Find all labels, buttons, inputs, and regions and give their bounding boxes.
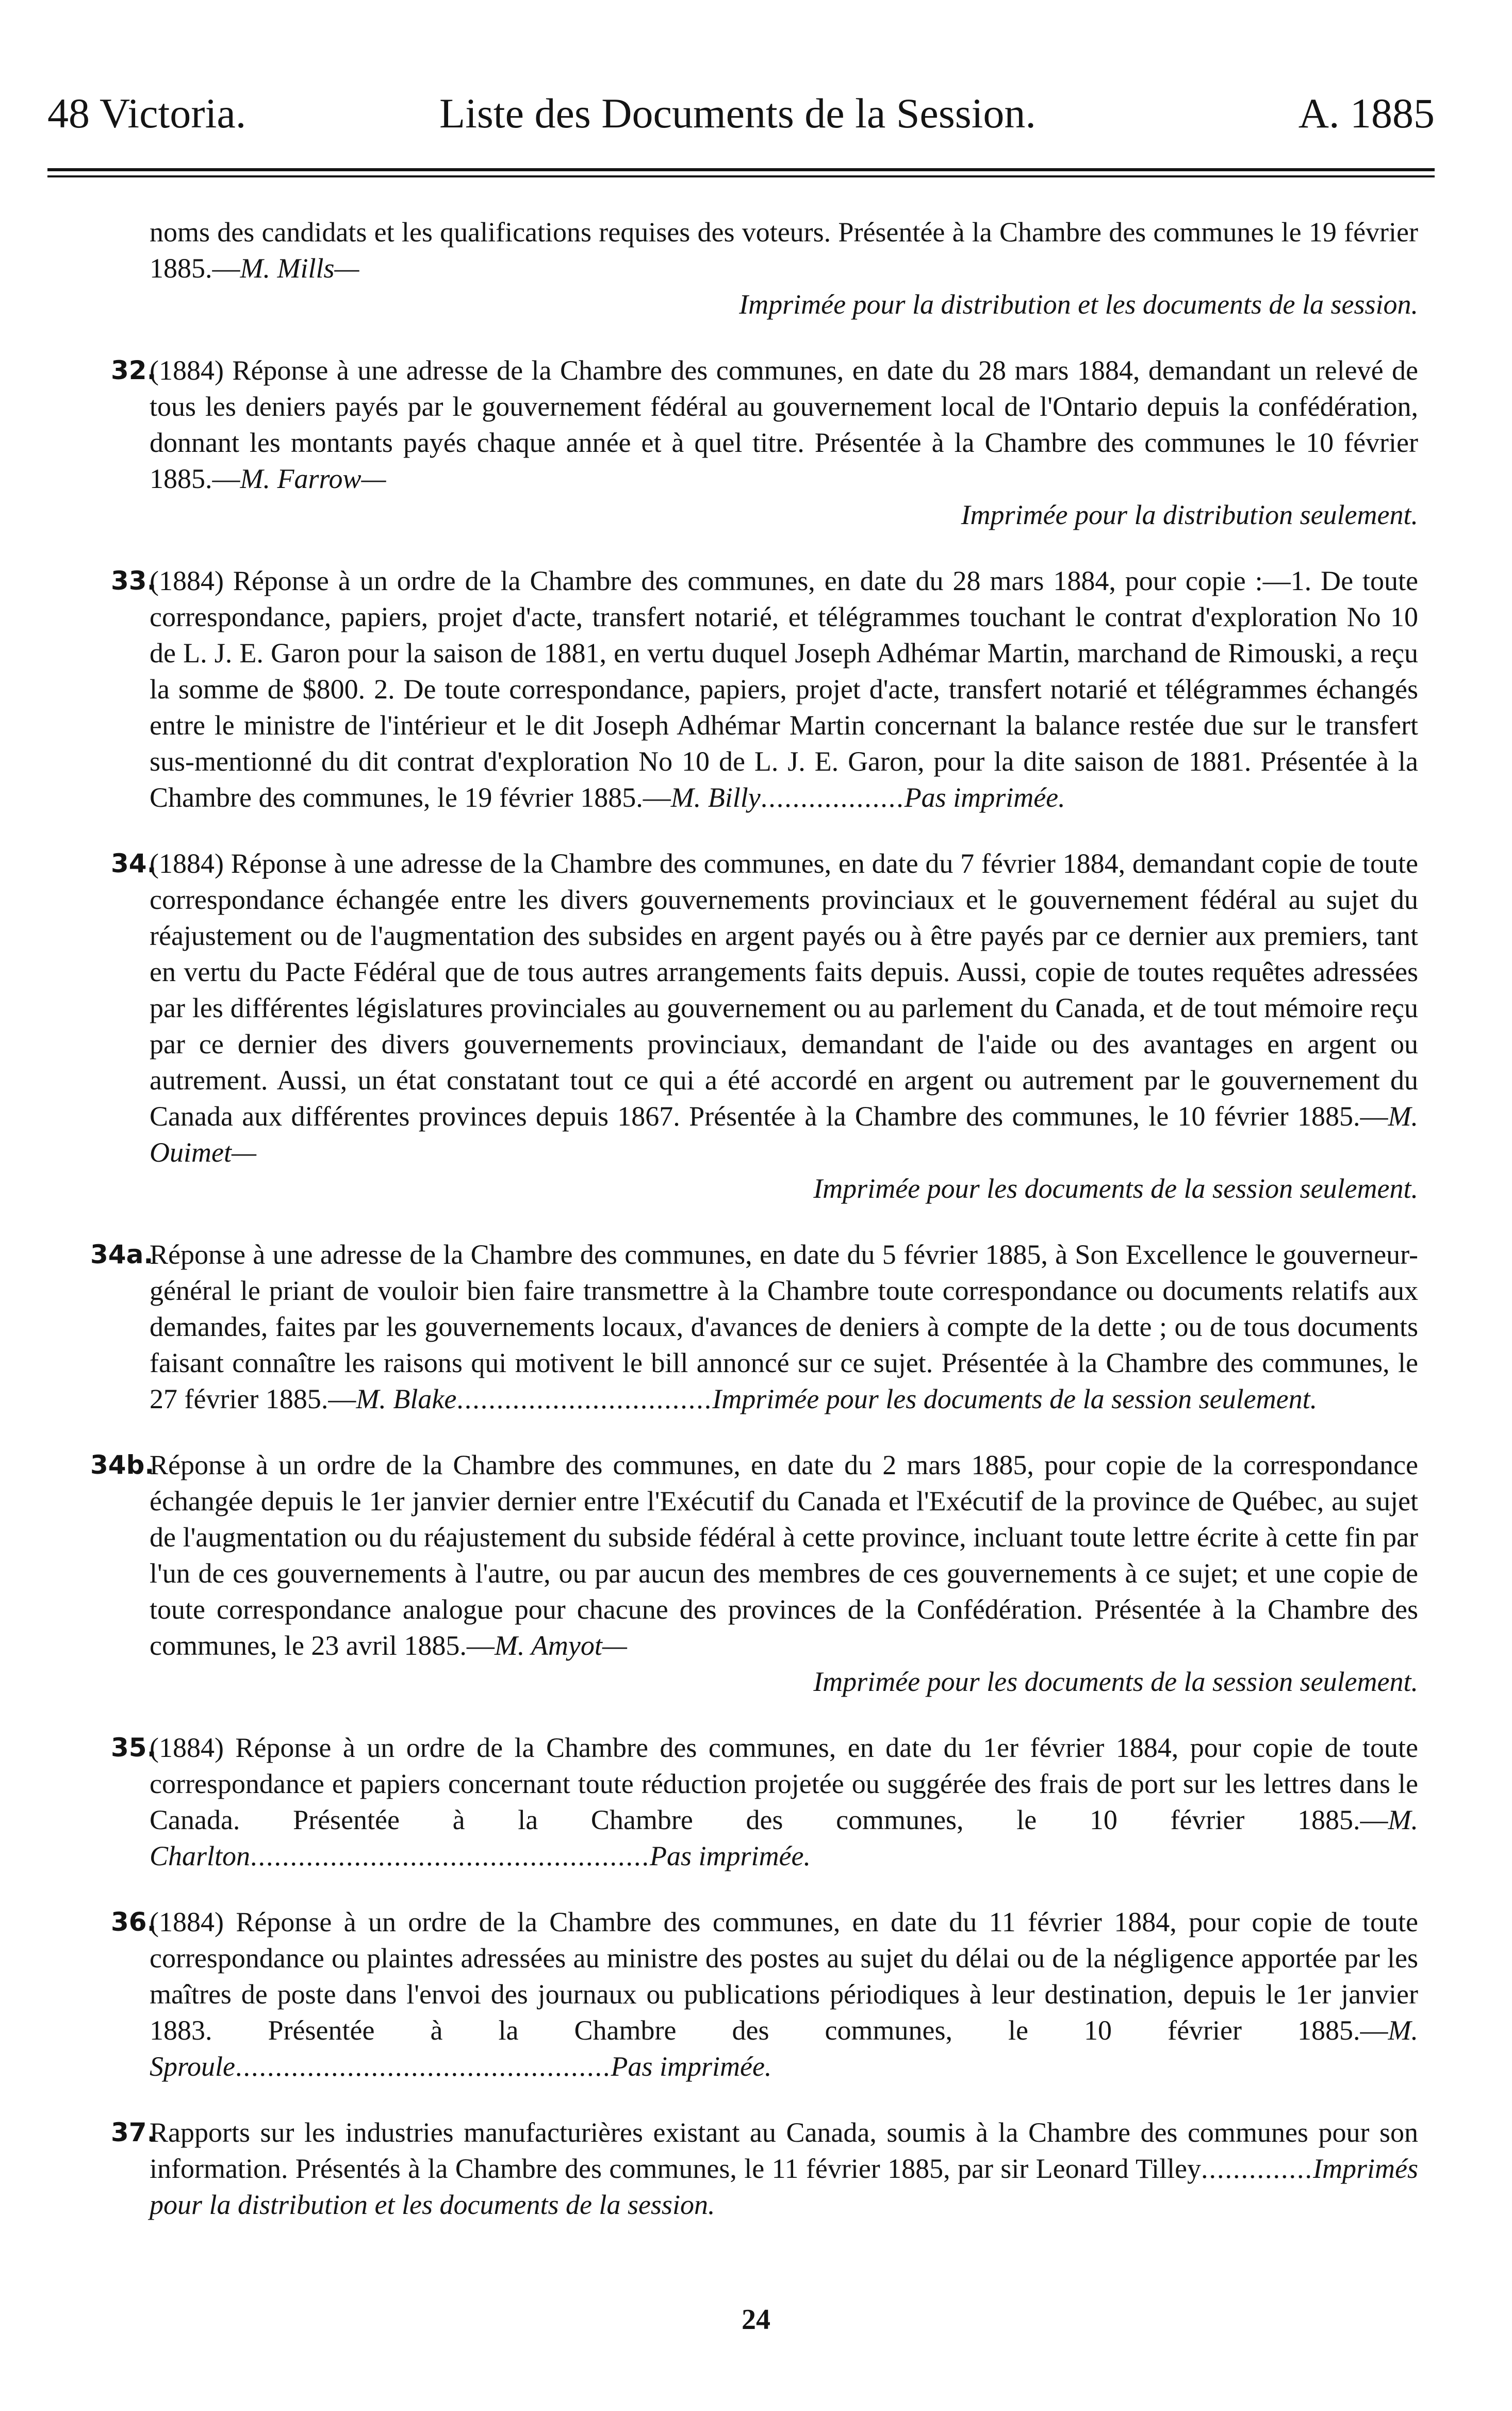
list-item [111,845,1418,1207]
header-rule-thin [47,175,1435,177]
entry-number: 32. [111,355,157,385]
entry-text: (1884) Réponse à un ordre de la Chambre des communes, en date du 28 mars 1884, pour copie :—1. De toute correspondance, papiers, projet d'acte, transfert notarié, et télégrammes touchant le contrat d'exploration No 10 de L. J. E. Garon pour la saison de 1881, en vertu duquel Joseph Adhémar Martin, marchand de Rimouski, a reçu la somme de $800. 2. De toute correspondance, papiers, projet d'acte, transfert notarié et télégrammes échangés entre le ministre de l'intérieur et le dit Joseph Adhémar Martin concernant la balance restée due sur le transfert sus-mentionné du dit contrat d'exploration No 10 de L. J. E. Garon, pour la dite saison de 1881. Présentée à la Chambre des communes, le 19 février 1885.— [150,565,1418,813]
header-session-year: A. 1885 [1298,90,1435,137]
entry-number: 36. [111,1907,157,1937]
entry-number: 37. [111,2117,157,2147]
entry-text: (1884) Réponse à un ordre de la Chambre des communes, en date du 11 février 1884, pour copie de toute correspondance ou plaintes adressées au ministre des postes au sujet du délai ou de la négligence apportée par les maîtres de poste dans l'envoi des journaux ou publications périodiques à leur destination, depuis le 1er janvier 1883. Présentée à la Chambre des communes, le 10 février 1885.— [150,1907,1418,2046]
leader-dots: ............................................... [235,2051,611,2082]
entry-number: 34b. [90,1450,155,1480]
leader-dots: .................................................. [250,1840,650,1871]
entry-text: noms des candidats et les qualifications requises des voteurs. Présentée à la Chambre des communes le 19 février 1885.— [150,217,1418,284]
entry-status: Imprimée pour la distribution et les documents de la session. [739,289,1418,320]
page-header [47,85,1435,142]
list-item [111,1730,1418,1874]
entry-member: M. Farrow— [240,463,386,494]
entry-number: 34. [111,849,157,878]
entry-status: Pas imprimée. [611,2051,772,2082]
leader-dots: .............. [1201,2153,1313,2184]
header-rule-thick [47,168,1435,171]
entry-number: 33. [111,566,157,596]
entry-status: Imprimée pour les documents de la session seulement. [813,1666,1418,1697]
list-item [90,1236,1418,1417]
entry-member: M. Charlton [150,1804,1418,1871]
entry-number: 34a. [90,1240,154,1269]
entry-number: 35. [111,1733,157,1763]
entry-member: M. Ouimet— [150,1101,1418,1168]
entry-status: Pas imprimée. [904,782,1065,813]
entry-member: M. Sproule [150,2015,1418,2082]
entry-status: Imprimée pour les documents de la session seulement. [712,1383,1318,1414]
entry-member: M. Amyot— [494,1630,627,1661]
leader-dots: ................................ [456,1383,713,1414]
entry-member: M. Billy [670,782,761,813]
document-list [90,214,1418,2253]
entry-status: Imprimés pour la distribution et les documents de la session. [150,2153,1418,2220]
list-item [111,352,1418,533]
list-item [150,214,1418,322]
entry-text: (1884) Réponse à une adresse de la Chambre des communes, en date du 28 mars 1884, demandant un relevé de tous les deniers payés par le gouvernement fédéral au gouvernement local de l'Ontario depuis la confédération, donnant les montants payés chaque année et à quel titre. Présentée à la Chambre des communes le 10 février 1885.— [150,355,1418,494]
page-number: 24 [742,2304,770,2336]
header-regnal-year: 48 Victoria. [47,90,246,137]
list-item [111,2114,1418,2223]
entry-status: Pas imprimée. [650,1840,811,1871]
list-item [111,563,1418,816]
list-item [90,1447,1418,1700]
entry-text: Réponse à une adresse de la Chambre des communes, en date du 5 février 1885, à Son Excellence le gouverneur-général le priant de vouloir bien faire transmettre à la Chambre toute correspondance ou documents relatifs aux demandes, faites par les gouvernements locaux, d'avances de deniers à compte de la dette ; ou de tous documents faisant connaître les raisons qui motivent le bill annoncé sur ce sujet. Présentée à la Chambre des communes, le 27 février 1885.— [150,1239,1418,1414]
leader-dots: .................. [760,782,905,813]
entry-member: M. Blake [356,1383,457,1414]
entry-status: Imprimée pour la distribution seulement. [961,499,1418,530]
entry-member: M. Mills— [240,253,359,284]
entry-status: Imprimée pour les documents de la session seulement. [813,1173,1418,1204]
entry-text: (1884) Réponse à un ordre de la Chambre des communes, en date du 1er février 1884, pour copie de toute correspondance et papiers concernant toute réduction projetée ou suggérée des frais de port sur les lettres dans le Canada. Présentée à la Chambre des communes, le 10 février 1885.— [150,1732,1418,1835]
list-item [111,1904,1418,2084]
entry-text: Réponse à un ordre de la Chambre des communes, en date du 2 mars 1885, pour copie de la correspondance échangée depuis le 1er janvier dernier entre l'Exécutif du Canada et l'Exécutif de la province de Québec, au sujet de l'augmentation ou du réajustement du subside fédéral à cette province, incluant toute lettre écrite à cette fin par l'un de ces gouvernements à l'autre, ou par aucun des membres de ces gouvernements à ce sujet; et une copie de toute correspondance analogue pour chacune des provinces de la Confédération. Présentée à la Chambre des communes, le 23 avril 1885.— [150,1449,1418,1661]
header-title: Liste des Documents de la Session. [439,90,1036,137]
entry-text: Rapports sur les industries manufacturières existant au Canada, soumis à la Chambre des communes pour son information. Présentés à la Chambre des communes, le 11 février 1885, par sir Leonard Tilley [150,2117,1418,2184]
entry-text: (1884) Réponse à une adresse de la Chambre des communes, en date du 7 février 1884, demandant copie de toute correspondance échangée entre les divers gouvernements provinciaux et le gouvernement fédéral au sujet du réajustement ou de l'augmentation des subsides en argent payés ou à être payés par ce dernier aux premiers, tant en vertu du Pacte Fédéral que de tous autres arrangements faits depuis. Aussi, copie de toutes requêtes adressées par les différentes législatures provinciales au gouvernement ou au parlement du Canada, et de tout mémoire reçu par ce dernier des divers gouvernements provinciaux, demandant de l'aide ou des avantages en argent ou autrement. Aussi, un état constatant tout ce qui a été accordé en argent ou autrement par le gouvernement du Canada aux différentes provinces depuis 1867. Présentée à la Chambre des communes, le 10 février 1885.— [150,848,1418,1132]
